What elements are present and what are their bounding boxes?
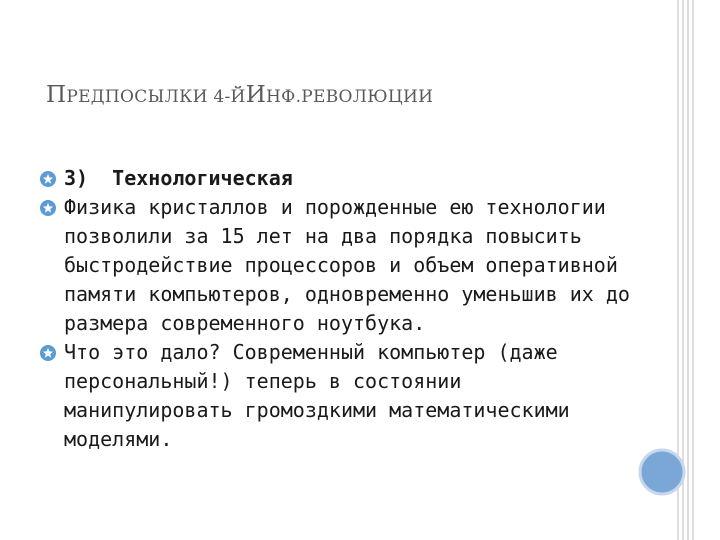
- decorative-circle: [638, 448, 686, 496]
- star-bullet-icon: [40, 200, 56, 216]
- title-initial-1: П: [46, 82, 67, 108]
- bullet-text-2: Физика кристаллов и порожденные ею технологии позволили за 15 лет на два порядка повысить быстродействие процессоров и объем оперативной памяти компьютеров, одновременно уменьшив их до размера современного ноутбука.: [64, 195, 630, 335]
- star-bullet-icon: [40, 171, 56, 187]
- slide-title: [46, 82, 433, 108]
- title-text-2: НФ.РЕВОЛЮЦИИ: [266, 87, 434, 107]
- bullet-text-3: Что это дало? Современный компьютер (даже персональный!) теперь в состоянии манипулировать громоздкими математическими моделями.: [64, 340, 570, 451]
- bullet-item-3: [40, 338, 640, 454]
- title-initial-2: И: [245, 82, 267, 108]
- star-bullet-icon: [40, 345, 56, 361]
- bullet-item-1: [40, 164, 640, 193]
- bullet-item-2: [40, 193, 640, 338]
- bullet-list: [40, 164, 640, 454]
- bullet-text-1: 3) Технологическая: [64, 166, 293, 190]
- title-text-1: РЕДПОСЫЛКИ 4-Й: [66, 87, 246, 107]
